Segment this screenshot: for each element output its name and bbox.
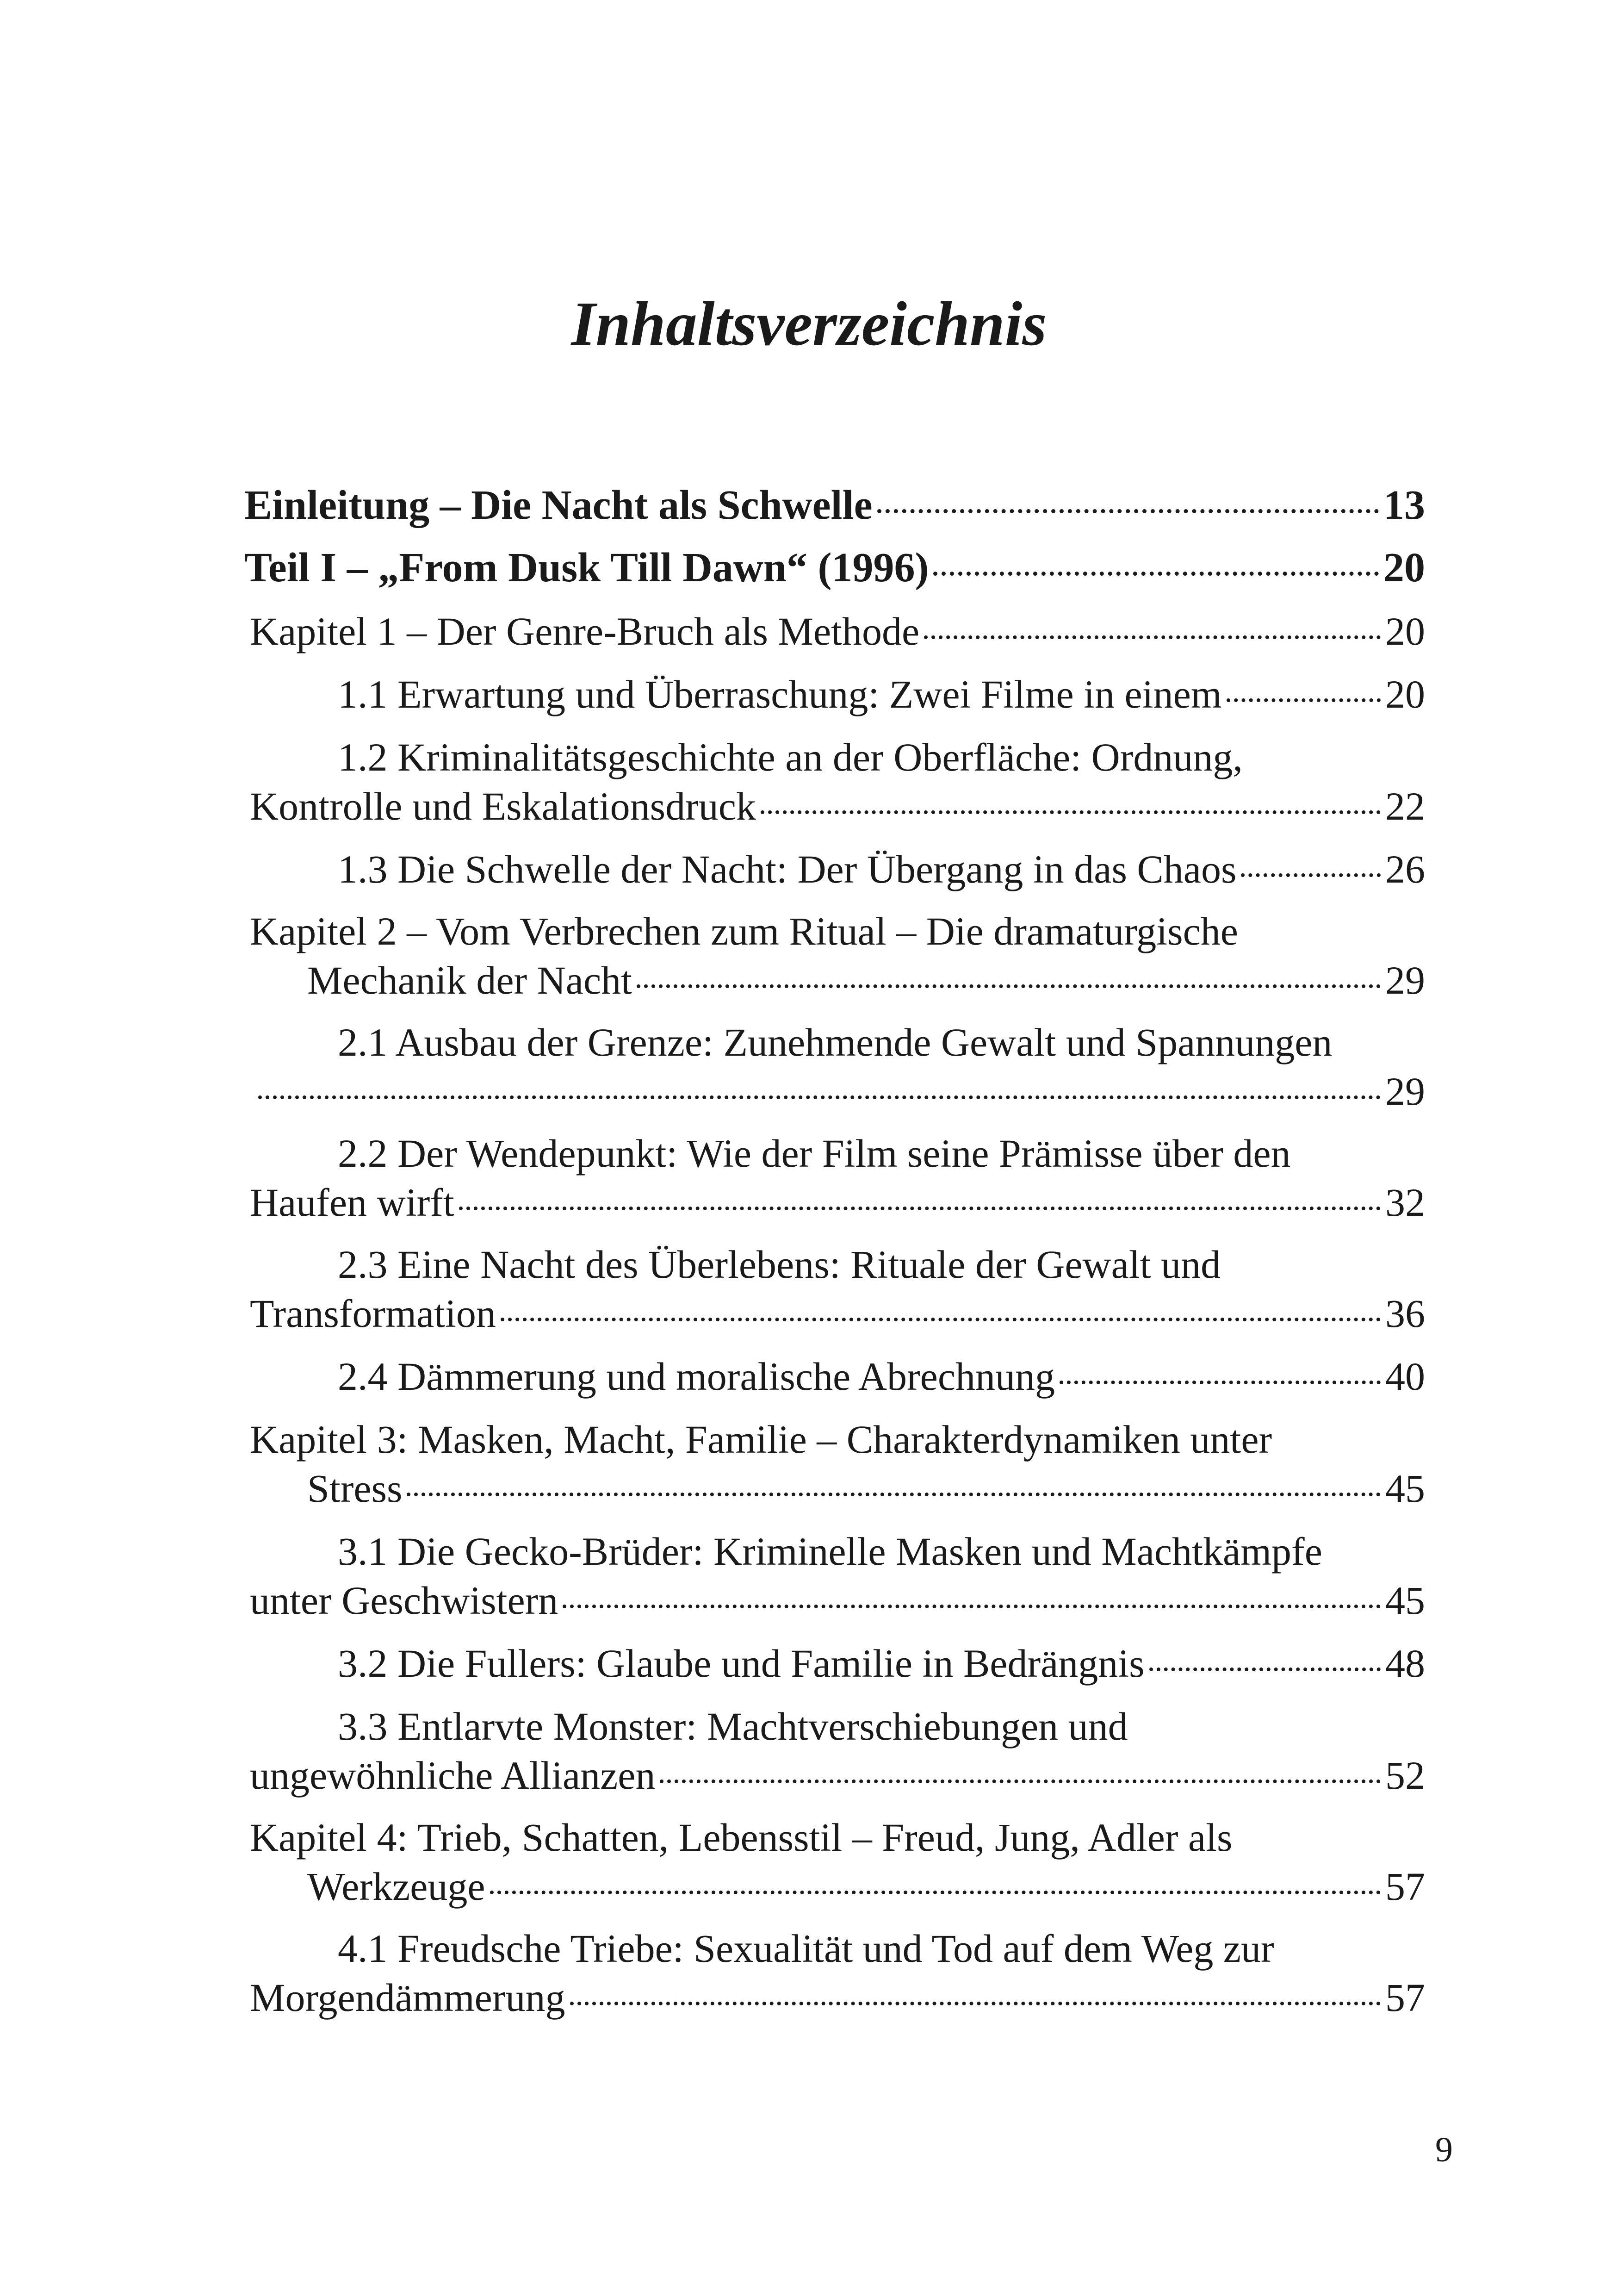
toc-page-number: 40 — [1385, 1354, 1425, 1399]
toc-entry-title-continuation: Mechanik der Nacht — [307, 958, 632, 1002]
toc-entry-3-3-line-2[interactable] — [244, 1751, 1425, 1799]
toc-page-number: 36 — [1385, 1291, 1425, 1336]
dot-leader — [407, 1493, 1381, 1496]
toc-entry-kapitel-4-line-2[interactable] — [244, 1862, 1425, 1910]
toc-entry-title: 3.1 Die Gecko-Brüder: Kriminelle Masken und Machtkämpfe — [338, 1529, 1322, 1574]
toc-page-number: 20 — [1383, 545, 1425, 591]
toc-page-number: 22 — [1385, 784, 1425, 828]
toc-entry-title: 1.3 Die Schwelle der Nacht: Der Übergang in das Chaos — [338, 847, 1237, 891]
toc-entry-title-continuation: unter Geschwistern — [250, 1578, 558, 1623]
toc-entry-title-continuation: Kontrolle und Eskalationsdruck — [250, 784, 756, 828]
toc-entry-1-1[interactable] — [244, 670, 1425, 718]
toc-entry-title: Teil I – „From Dusk Till Dawn“ (1996) — [244, 545, 929, 591]
toc-entry-title-continuation: Werkzeuge — [307, 1864, 485, 1909]
toc-page-number: 29 — [1385, 958, 1425, 1002]
toc-page-number: 48 — [1385, 1641, 1425, 1686]
toc-entry-title: 3.2 Die Fullers: Glaube und Familie in Bedrängnis — [338, 1641, 1145, 1686]
toc-entry-title: 1.1 Erwartung und Überraschung: Zwei Filme in einem — [338, 672, 1222, 716]
dot-leader — [501, 1318, 1381, 1321]
toc-entry-title: Kapitel 2 – Vom Verbrechen zum Ritual – Die dramaturgische — [250, 909, 1238, 953]
toc-entry-title-continuation: Transformation — [250, 1291, 496, 1336]
dot-leader — [1149, 1668, 1381, 1671]
toc-entry-3-1-line-2[interactable] — [244, 1576, 1425, 1624]
toc-page-number: 20 — [1385, 609, 1425, 653]
toc-entry-title-continuation: Stress — [307, 1466, 403, 1511]
toc-page-number: 32 — [1385, 1180, 1425, 1225]
dot-leader — [877, 509, 1379, 513]
toc-page-number: 57 — [1385, 1864, 1425, 1909]
toc-entry-4-1-line-1[interactable] — [244, 1924, 1425, 1972]
dot-leader — [761, 810, 1381, 814]
dot-leader — [924, 635, 1381, 639]
toc-entry-kapitel-2-line-2[interactable] — [244, 956, 1425, 1004]
toc-page-number: 45 — [1385, 1466, 1425, 1511]
toc-entry-title: 2.2 Der Wendepunkt: Wie der Film seine Prämisse über den — [338, 1131, 1291, 1176]
dot-leader — [570, 2002, 1381, 2005]
toc-entry-kapitel-2-line-1[interactable] — [244, 907, 1425, 955]
toc-page-number: 52 — [1385, 1753, 1425, 1798]
toc-entry-title: 1.2 Kriminalitätsgeschichte an der Oberfläche: Ordnung, — [338, 735, 1243, 779]
dot-leader — [459, 1207, 1381, 1210]
toc-page-number: 20 — [1385, 672, 1425, 716]
dot-leader — [1227, 698, 1381, 702]
toc-entry-title: 2.1 Ausbau der Grenze: Zunehmende Gewalt und Spannungen — [338, 1020, 1333, 1064]
toc-page-number: 57 — [1385, 1975, 1425, 2020]
page-title: Inhaltsverzeichnis — [571, 289, 1047, 359]
toc-entry-einleitung[interactable] — [244, 481, 1425, 529]
toc-entry-4-1-line-2[interactable] — [244, 1973, 1425, 2022]
toc-entry-1-3[interactable] — [244, 845, 1425, 893]
toc-entry-3-3-line-1[interactable] — [244, 1702, 1425, 1750]
toc-entry-title-continuation: ungewöhnliche Allianzen — [250, 1753, 656, 1798]
dot-leader — [933, 572, 1379, 576]
toc-entry-title: 4.1 Freudsche Triebe: Sexualität und Tod auf dem Weg zur — [338, 1926, 1274, 1971]
toc-entry-kapitel-3-line-2[interactable] — [244, 1464, 1425, 1512]
toc-entry-title-continuation: Haufen wirft — [250, 1180, 454, 1225]
toc-entry-1-2-line-1[interactable] — [244, 733, 1425, 781]
toc-entry-2-1-line-2[interactable] — [244, 1067, 1425, 1115]
dot-leader — [490, 1891, 1381, 1894]
dot-leader — [563, 1605, 1381, 1608]
toc-entry-2-3-line-2[interactable] — [244, 1289, 1425, 1338]
dot-leader — [1241, 873, 1381, 877]
toc-page-number: 29 — [1385, 1069, 1425, 1114]
toc-page-number: 13 — [1383, 482, 1425, 528]
toc-entry-title: Kapitel 3: Masken, Macht, Familie – Charakterdynamiken unter — [250, 1417, 1272, 1462]
toc-page-number: 26 — [1385, 847, 1425, 891]
toc-page-number: 45 — [1385, 1578, 1425, 1623]
toc-entry-2-3-line-1[interactable] — [244, 1240, 1425, 1288]
toc-entry-title: Kapitel 4: Trieb, Schatten, Lebensstil – Freud, Jung, Adler als — [250, 1815, 1233, 1860]
dot-leader — [1060, 1381, 1381, 1384]
dot-leader — [637, 984, 1381, 988]
toc-entry-title: Einleitung – Die Nacht als Schwelle — [244, 482, 873, 528]
toc-entry-title-continuation: Morgendämmerung — [250, 1975, 565, 2020]
toc-entry-title: 3.3 Entlarvte Monster: Machtverschiebungen und — [338, 1704, 1128, 1748]
toc-entry-teil-1[interactable] — [244, 544, 1425, 592]
toc-entry-2-1-line-1[interactable] — [244, 1018, 1425, 1066]
toc-entry-kapitel-1[interactable] — [244, 607, 1425, 655]
toc-entry-title: Kapitel 1 – Der Genre-Bruch als Methode — [250, 609, 920, 653]
dot-leader — [258, 1095, 1381, 1099]
toc-entry-kapitel-3-line-1[interactable] — [244, 1415, 1425, 1463]
toc-entry-1-2-line-2[interactable] — [244, 782, 1425, 830]
page-number: 9 — [1435, 2130, 1453, 2169]
toc-entry-kapitel-4-line-1[interactable] — [244, 1813, 1425, 1861]
toc-entry-title: 2.4 Dämmerung und moralische Abrechnung — [338, 1354, 1055, 1399]
toc-entry-2-2-line-2[interactable] — [244, 1178, 1425, 1226]
toc-entry-2-4[interactable] — [244, 1352, 1425, 1400]
dot-leader — [660, 1780, 1381, 1783]
toc-entry-3-2[interactable] — [244, 1639, 1425, 1687]
toc-entry-title: 2.3 Eine Nacht des Überlebens: Rituale der Gewalt und — [338, 1242, 1221, 1287]
toc-entry-3-1-line-1[interactable] — [244, 1527, 1425, 1575]
toc-entry-2-2-line-1[interactable] — [244, 1129, 1425, 1177]
